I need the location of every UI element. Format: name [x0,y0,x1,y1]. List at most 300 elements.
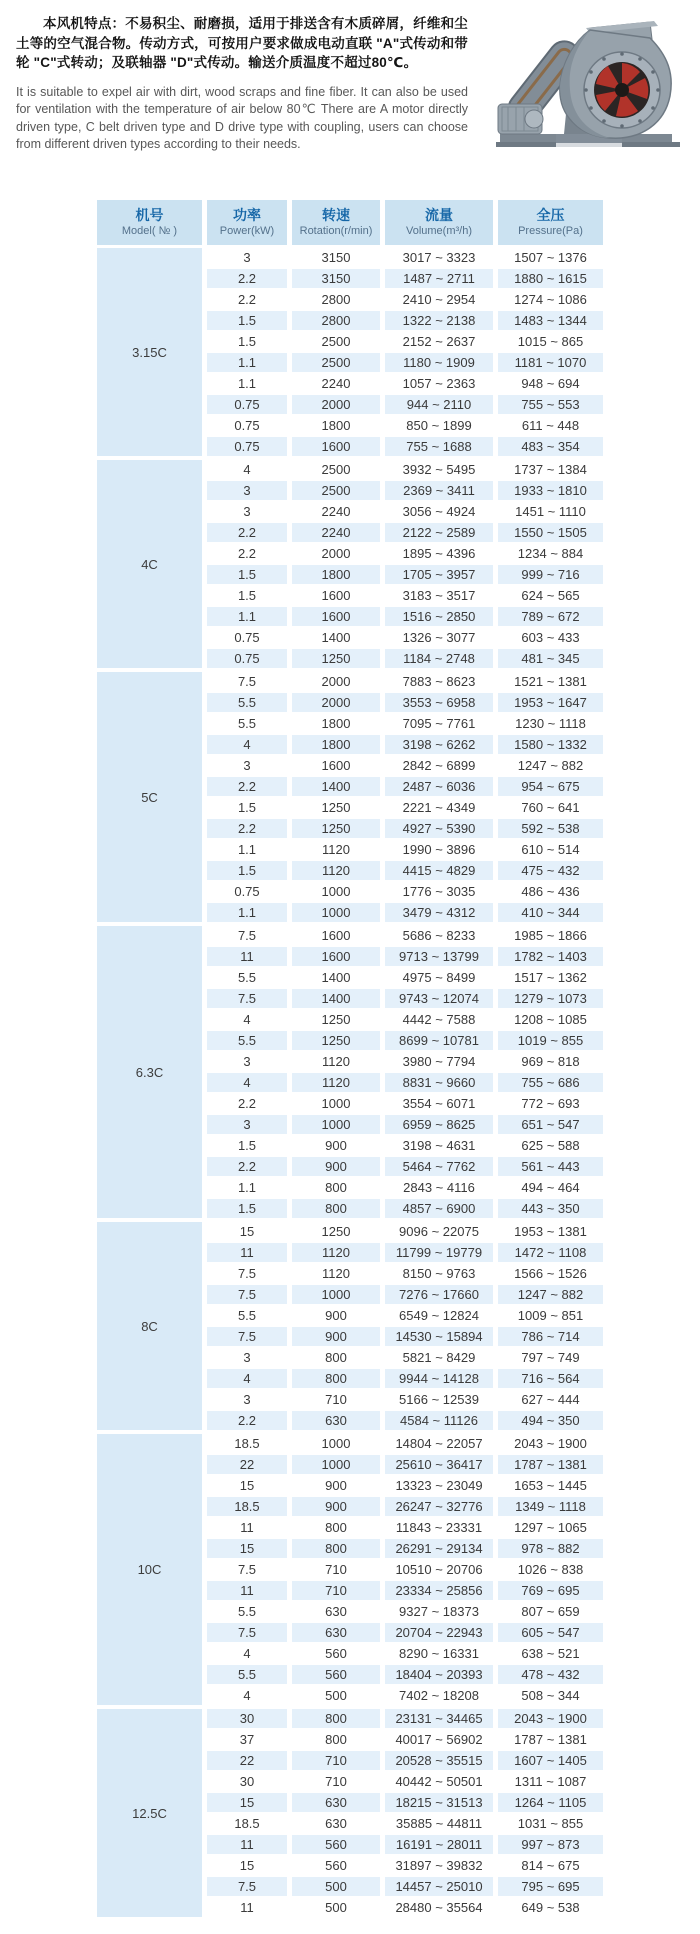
rotation-cell: 500 [292,1898,380,1917]
rotation-cell: 2500 [292,332,380,351]
volume-cell: 850 ~ 1899 [385,416,493,435]
rotation-cell: 800 [292,1178,380,1197]
pressure-cell: 1208 ~ 1085 [498,1010,603,1029]
pressure-cell: 1517 ~ 1362 [498,968,603,987]
pressure-cell: 1009 ~ 851 [498,1306,603,1325]
pressure-cell: 2043 ~ 1900 [498,1709,603,1728]
rotation-cell: 1400 [292,989,380,1008]
volume-cell: 4857 ~ 6900 [385,1199,493,1218]
centrifugal-fan-image [472,16,696,154]
volume-cell: 3553 ~ 6958 [385,693,493,712]
pressure-cell: 969 ~ 818 [498,1052,603,1071]
power-cell: 11 [207,947,287,966]
power-cell: 1.5 [207,586,287,605]
rotation-cell: 1600 [292,437,380,456]
pressure-cell: 1521 ~ 1381 [498,672,603,691]
pressure-cell: 1880 ~ 1615 [498,269,603,288]
rotation-cell: 2500 [292,481,380,500]
power-cell: 7.5 [207,1327,287,1346]
pressure-cell: 797 ~ 749 [498,1348,603,1367]
model-cell: 6.3C [97,926,202,1218]
pressure-cell: 1274 ~ 1086 [498,290,603,309]
power-cell: 4 [207,1010,287,1029]
volume-cell: 16191 ~ 28011 [385,1835,493,1854]
power-cell: 1.5 [207,1136,287,1155]
volume-cell: 11843 ~ 23331 [385,1518,493,1537]
pressure-cell: 508 ~ 344 [498,1686,603,1705]
power-cell: 2.2 [207,523,287,542]
header-pressure-cn: 全压 [536,207,565,223]
rotation-cell: 1600 [292,586,380,605]
pressure-cell: 760 ~ 641 [498,798,603,817]
volume-cell: 20528 ~ 35515 [385,1751,493,1770]
rotation-cell: 800 [292,1709,380,1728]
rotation-cell: 2500 [292,353,380,372]
pressure-cell: 789 ~ 672 [498,607,603,626]
pressure-cell: 627 ~ 444 [498,1390,603,1409]
power-cell: 18.5 [207,1497,287,1516]
rotation-cell: 900 [292,1476,380,1495]
header-power-cn: 功率 [233,207,261,223]
rotation-cell: 900 [292,1306,380,1325]
rotation-cell: 1120 [292,861,380,880]
volume-cell: 3056 ~ 4924 [385,502,493,521]
pressure-cell: 603 ~ 433 [498,628,603,647]
pressure-cell: 954 ~ 675 [498,777,603,796]
power-cell: 2.2 [207,777,287,796]
volume-cell: 26247 ~ 32776 [385,1497,493,1516]
volume-cell: 5686 ~ 8233 [385,926,493,945]
power-cell: 37 [207,1730,287,1749]
volume-cell: 8290 ~ 16331 [385,1644,493,1663]
volume-cell: 14530 ~ 15894 [385,1327,493,1346]
rotation-cell: 1800 [292,735,380,754]
volume-cell: 3198 ~ 4631 [385,1136,493,1155]
rotation-cell: 800 [292,1518,380,1537]
power-cell: 11 [207,1518,287,1537]
power-cell: 2.2 [207,269,287,288]
model-group-3.15C [97,248,603,456]
rotation-cell: 900 [292,1497,380,1516]
power-cell: 5.5 [207,693,287,712]
model-cell: 12.5C [97,1709,202,1917]
rotation-cell: 500 [292,1877,380,1896]
pressure-cell: 807 ~ 659 [498,1602,603,1621]
rotation-cell: 2240 [292,374,380,393]
rotation-cell: 630 [292,1602,380,1621]
volume-cell: 2410 ~ 2954 [385,290,493,309]
rotation-cell: 710 [292,1772,380,1791]
rotation-cell: 1400 [292,777,380,796]
volume-cell: 944 ~ 2110 [385,395,493,414]
volume-cell: 4415 ~ 4829 [385,861,493,880]
volume-cell: 40442 ~ 50501 [385,1772,493,1791]
volume-cell: 3554 ~ 6071 [385,1094,493,1113]
rotation-cell: 630 [292,1793,380,1812]
volume-cell: 26291 ~ 29134 [385,1539,493,1558]
pressure-cell: 481 ~ 345 [498,649,603,668]
rotation-cell: 1000 [292,1115,380,1134]
pressure-cell: 948 ~ 694 [498,374,603,393]
power-cell: 15 [207,1222,287,1241]
pressure-cell: 1019 ~ 855 [498,1031,603,1050]
power-cell: 11 [207,1581,287,1600]
model-group-12.5C [97,1709,603,1917]
rotation-cell: 1250 [292,1010,380,1029]
volume-cell: 4975 ~ 8499 [385,968,493,987]
volume-cell: 10510 ~ 20706 [385,1560,493,1579]
power-cell: 4 [207,1073,287,1092]
volume-cell: 2843 ~ 4116 [385,1178,493,1197]
volume-cell: 1057 ~ 2363 [385,374,493,393]
rotation-cell: 1250 [292,798,380,817]
volume-cell: 18215 ~ 31513 [385,1793,493,1812]
power-cell: 0.75 [207,416,287,435]
power-cell: 1.1 [207,840,287,859]
rotation-cell: 1400 [292,628,380,647]
volume-cell: 3017 ~ 3323 [385,248,493,267]
volume-cell: 18404 ~ 20393 [385,1665,493,1684]
pressure-cell: 1985 ~ 1866 [498,926,603,945]
pressure-cell: 814 ~ 675 [498,1856,603,1875]
volume-cell: 2487 ~ 6036 [385,777,493,796]
volume-cell: 2221 ~ 4349 [385,798,493,817]
model-group-4C [97,460,603,668]
power-cell: 2.2 [207,1411,287,1430]
rotation-cell: 2000 [292,395,380,414]
power-cell: 5.5 [207,968,287,987]
power-cell: 7.5 [207,926,287,945]
rotation-cell: 560 [292,1644,380,1663]
volume-cell: 14804 ~ 22057 [385,1434,493,1453]
pressure-cell: 1234 ~ 884 [498,544,603,563]
power-cell: 2.2 [207,544,287,563]
rotation-cell: 3150 [292,248,380,267]
rotation-cell: 1250 [292,819,380,838]
header-volume [385,200,493,245]
power-cell: 2.2 [207,819,287,838]
power-cell: 3 [207,756,287,775]
pressure-cell: 755 ~ 553 [498,395,603,414]
pressure-cell: 478 ~ 432 [498,1665,603,1684]
volume-cell: 13323 ~ 23049 [385,1476,493,1495]
motor [498,104,543,134]
rotation-cell: 1000 [292,1285,380,1304]
volume-cell: 7402 ~ 18208 [385,1686,493,1705]
pressure-cell: 494 ~ 464 [498,1178,603,1197]
rotation-cell: 1000 [292,1434,380,1453]
power-cell: 7.5 [207,1623,287,1642]
pressure-cell: 1787 ~ 1381 [498,1455,603,1474]
power-cell: 1.1 [207,374,287,393]
power-cell: 1.5 [207,565,287,584]
header-rotation-en: Rotation(r/min) [299,225,373,237]
volume-cell: 5821 ~ 8429 [385,1348,493,1367]
volume-cell: 31897 ~ 39832 [385,1856,493,1875]
power-cell: 22 [207,1455,287,1474]
power-cell: 7.5 [207,1877,287,1896]
power-cell: 7.5 [207,989,287,1008]
volume-cell: 35885 ~ 44811 [385,1814,493,1833]
rotation-cell: 900 [292,1157,380,1176]
volume-cell: 20704 ~ 22943 [385,1623,493,1642]
rotation-cell: 800 [292,1199,380,1218]
pressure-cell: 1230 ~ 1118 [498,714,603,733]
rotation-cell: 2500 [292,460,380,479]
header-rotation [292,200,380,245]
rotation-cell: 710 [292,1751,380,1770]
rotation-cell: 1800 [292,565,380,584]
pressure-cell: 1247 ~ 882 [498,1285,603,1304]
power-cell: 0.75 [207,395,287,414]
volume-cell: 4927 ~ 5390 [385,819,493,838]
model-cell: 4C [97,460,202,668]
rotation-cell: 1120 [292,1073,380,1092]
power-cell: 0.75 [207,628,287,647]
pressure-cell: 1737 ~ 1384 [498,460,603,479]
pressure-cell: 772 ~ 693 [498,1094,603,1113]
volume-cell: 755 ~ 1688 [385,437,493,456]
volume-cell: 5166 ~ 12539 [385,1390,493,1409]
volume-cell: 9743 ~ 12074 [385,989,493,1008]
pressure-cell: 625 ~ 588 [498,1136,603,1155]
power-cell: 0.75 [207,437,287,456]
rotation-cell: 2000 [292,693,380,712]
power-cell: 0.75 [207,882,287,901]
rotation-cell: 1120 [292,1264,380,1283]
inlet-and-impeller [584,52,660,128]
volume-cell: 3183 ~ 3517 [385,586,493,605]
table-body [97,248,603,1917]
pressure-cell: 2043 ~ 1900 [498,1434,603,1453]
volume-cell: 23131 ~ 34465 [385,1709,493,1728]
volume-cell: 3198 ~ 6262 [385,735,493,754]
rotation-cell: 1000 [292,882,380,901]
pressure-cell: 1550 ~ 1505 [498,523,603,542]
volume-cell: 2369 ~ 3411 [385,481,493,500]
volume-cell: 5464 ~ 7762 [385,1157,493,1176]
header-model [97,200,202,245]
pressure-cell: 999 ~ 716 [498,565,603,584]
power-cell: 11 [207,1243,287,1262]
rotation-cell: 1250 [292,1222,380,1241]
pressure-cell: 443 ~ 350 [498,1199,603,1218]
power-cell: 3 [207,248,287,267]
volume-cell: 9327 ~ 18373 [385,1602,493,1621]
power-cell: 3 [207,1390,287,1409]
volume-cell: 8150 ~ 9763 [385,1264,493,1283]
table-header-row [97,200,603,245]
volume-cell: 11799 ~ 19779 [385,1243,493,1262]
pressure-cell: 410 ~ 344 [498,903,603,922]
pressure-cell: 1472 ~ 1108 [498,1243,603,1262]
rotation-cell: 1400 [292,968,380,987]
rotation-cell: 1120 [292,1052,380,1071]
volume-cell: 2122 ~ 2589 [385,523,493,542]
rotation-cell: 2240 [292,523,380,542]
intro-chinese-paragraph: 本风机特点：不易积尘、耐磨损，适用于排送含有木质碎屑，纤维和尘土等的空气混合物。传动方式，可按用户要求做成电动直联 "A"式传动和带轮 "C"式转动；及联轴器 "D"式传动。输送介质温度不超过80℃。 [16,16,468,70]
rotation-cell: 1800 [292,714,380,733]
volume-cell: 2152 ~ 2637 [385,332,493,351]
pressure-cell: 997 ~ 873 [498,1835,603,1854]
volume-cell: 3479 ~ 4312 [385,903,493,922]
pressure-cell: 1311 ~ 1087 [498,1772,603,1791]
volume-cell: 7883 ~ 8623 [385,672,493,691]
power-cell: 1.5 [207,861,287,880]
pressure-cell: 494 ~ 350 [498,1411,603,1430]
power-cell: 11 [207,1898,287,1917]
header-pressure [498,200,603,245]
power-cell: 1.5 [207,798,287,817]
pressure-cell: 1026 ~ 838 [498,1560,603,1579]
pressure-cell: 1580 ~ 1332 [498,735,603,754]
power-cell: 7.5 [207,1264,287,1283]
rotation-cell: 800 [292,1348,380,1367]
rotation-cell: 1000 [292,1455,380,1474]
volume-cell: 1516 ~ 2850 [385,607,493,626]
rotation-cell: 3150 [292,269,380,288]
pressure-cell: 649 ~ 538 [498,1898,603,1917]
rotation-cell: 1600 [292,926,380,945]
rotation-cell: 560 [292,1856,380,1875]
rotation-cell: 800 [292,1730,380,1749]
rotation-cell: 900 [292,1327,380,1346]
pressure-cell: 1451 ~ 1110 [498,502,603,521]
model-group-8C [97,1222,603,1430]
volume-cell: 6959 ~ 8625 [385,1115,493,1134]
power-cell: 0.75 [207,649,287,668]
pressure-cell: 486 ~ 436 [498,882,603,901]
rotation-cell: 1000 [292,1094,380,1113]
power-cell: 5.5 [207,1306,287,1325]
pressure-cell: 1953 ~ 1647 [498,693,603,712]
header-volume-cn: 流量 [425,207,453,223]
volume-cell: 1895 ~ 4396 [385,544,493,563]
pressure-cell: 769 ~ 695 [498,1581,603,1600]
power-cell: 1.1 [207,1178,287,1197]
power-cell: 1.1 [207,607,287,626]
volume-cell: 1990 ~ 3896 [385,840,493,859]
rotation-cell: 630 [292,1411,380,1430]
pressure-cell: 1297 ~ 1065 [498,1518,603,1537]
rotation-cell: 1600 [292,607,380,626]
volume-cell: 6549 ~ 12824 [385,1306,493,1325]
volume-cell: 9944 ~ 14128 [385,1369,493,1388]
power-cell: 30 [207,1772,287,1791]
pressure-cell: 638 ~ 521 [498,1644,603,1663]
power-cell: 1.1 [207,903,287,922]
volume-cell: 7276 ~ 17660 [385,1285,493,1304]
power-cell: 2.2 [207,290,287,309]
volume-cell: 3980 ~ 7794 [385,1052,493,1071]
power-cell: 4 [207,1686,287,1705]
rotation-cell: 1120 [292,840,380,859]
pressure-cell: 651 ~ 547 [498,1115,603,1134]
power-cell: 30 [207,1709,287,1728]
pressure-cell: 978 ~ 882 [498,1539,603,1558]
power-cell: 4 [207,460,287,479]
pressure-cell: 1279 ~ 1073 [498,989,603,1008]
power-cell: 3 [207,481,287,500]
pressure-cell: 795 ~ 695 [498,1877,603,1896]
power-cell: 3 [207,1348,287,1367]
header-model-cn: 机号 [135,207,164,223]
volume-cell: 40017 ~ 56902 [385,1730,493,1749]
rotation-cell: 1600 [292,947,380,966]
volume-cell: 4442 ~ 7588 [385,1010,493,1029]
rotation-cell: 630 [292,1623,380,1642]
pressure-cell: 755 ~ 686 [498,1073,603,1092]
volume-cell: 28480 ~ 35564 [385,1898,493,1917]
volume-cell: 1184 ~ 2748 [385,649,493,668]
fan-base [496,134,680,147]
power-cell: 1.5 [207,311,287,330]
rotation-cell: 710 [292,1390,380,1409]
pressure-cell: 1607 ~ 1405 [498,1751,603,1770]
rotation-cell: 800 [292,1369,380,1388]
header-power [207,200,287,245]
header-volume-en: Volume(m³/h) [405,225,473,237]
volume-cell: 23334 ~ 25856 [385,1581,493,1600]
pressure-cell: 624 ~ 565 [498,586,603,605]
rotation-cell: 1250 [292,649,380,668]
rotation-cell: 630 [292,1814,380,1833]
pressure-cell: 611 ~ 448 [498,416,603,435]
rotation-cell: 2000 [292,544,380,563]
volume-cell: 25610 ~ 36417 [385,1455,493,1474]
pressure-cell: 1181 ~ 1070 [498,353,603,372]
volume-cell: 1326 ~ 3077 [385,628,493,647]
power-cell: 5.5 [207,714,287,733]
pressure-cell: 605 ~ 547 [498,1623,603,1642]
rotation-cell: 1250 [292,1031,380,1050]
pressure-cell: 592 ~ 538 [498,819,603,838]
model-cell: 8C [97,1222,202,1430]
volume-cell: 9713 ~ 13799 [385,947,493,966]
pressure-cell: 610 ~ 514 [498,840,603,859]
power-cell: 1.1 [207,353,287,372]
header-pressure-en: Pressure(Pa) [518,225,583,237]
pressure-cell: 1015 ~ 865 [498,332,603,351]
header-model-en: Model( № ) [121,225,178,237]
volume-cell: 9096 ~ 22075 [385,1222,493,1241]
rotation-cell: 800 [292,1539,380,1558]
power-cell: 7.5 [207,672,287,691]
header-power-en: Power(kW) [219,225,275,237]
pressure-cell: 1566 ~ 1526 [498,1264,603,1283]
volume-cell: 8699 ~ 10781 [385,1031,493,1050]
power-cell: 2.2 [207,1157,287,1176]
pressure-cell: 1031 ~ 855 [498,1814,603,1833]
rotation-cell: 560 [292,1835,380,1854]
volume-cell: 1487 ~ 2711 [385,269,493,288]
pressure-cell: 1653 ~ 1445 [498,1476,603,1495]
pressure-cell: 1787 ~ 1381 [498,1730,603,1749]
power-cell: 5.5 [207,1602,287,1621]
power-cell: 1.5 [207,332,287,351]
rotation-cell: 2240 [292,502,380,521]
power-cell: 11 [207,1835,287,1854]
volume-cell: 14457 ~ 25010 [385,1877,493,1896]
power-cell: 1.5 [207,1199,287,1218]
pressure-cell: 1349 ~ 1118 [498,1497,603,1516]
pressure-cell: 1264 ~ 1105 [498,1793,603,1812]
pressure-cell: 1247 ~ 882 [498,756,603,775]
spec-table [97,200,603,1917]
volume-cell: 1776 ~ 3035 [385,882,493,901]
volume-cell: 2842 ~ 6899 [385,756,493,775]
volume-cell: 1705 ~ 3957 [385,565,493,584]
